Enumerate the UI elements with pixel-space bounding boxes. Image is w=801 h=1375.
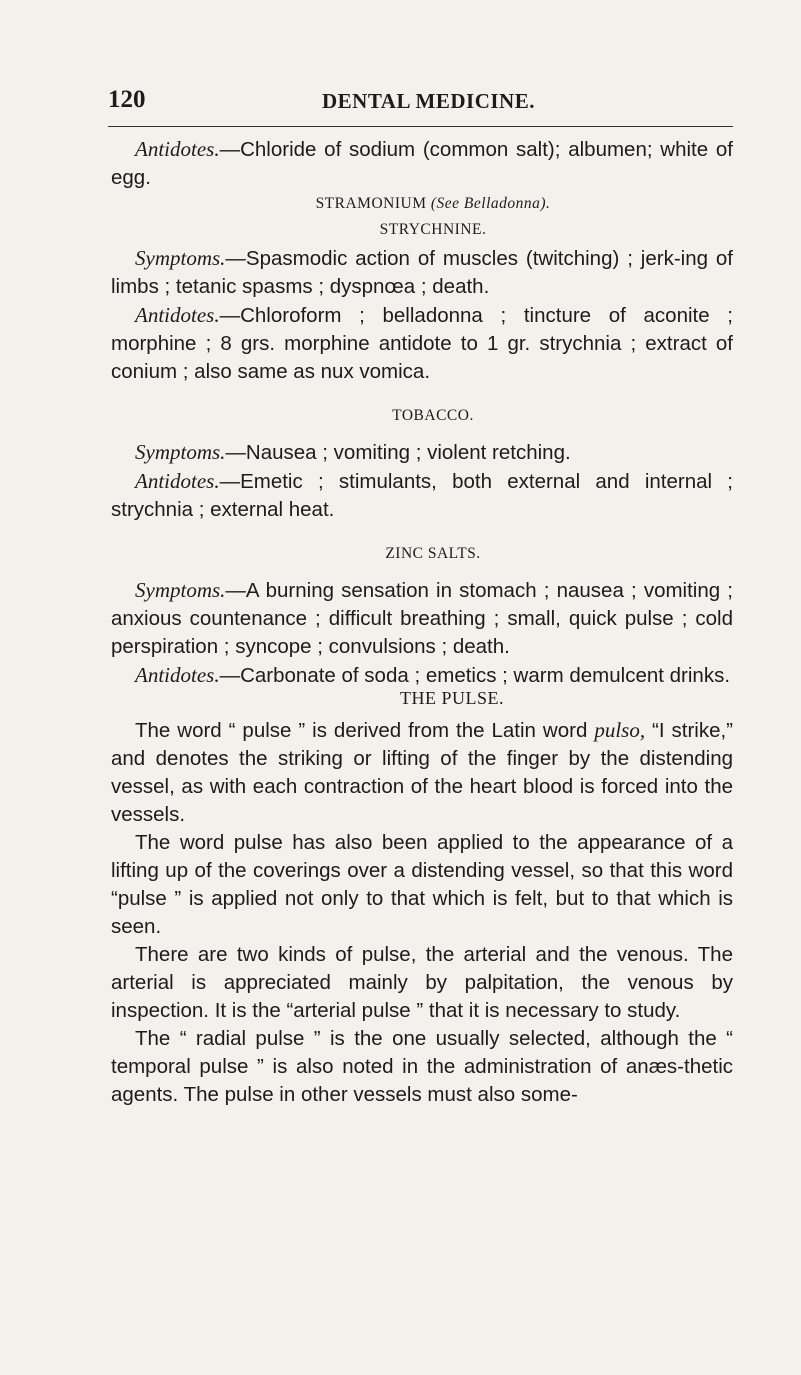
stramonium-heading	[111, 192, 733, 216]
antidotes-text: —Chloroform ; belladonna ; tincture of aconite ; morphine ; 8 grs. morphine antidote to 1 gr. strychnia ; extract of conium ; also same as nux vomica.	[111, 304, 733, 383]
pulse-heading: THE PULSE.	[400, 688, 504, 708]
stramonium-title: STRAMONIUM	[315, 195, 431, 212]
strychnine-heading: STRYCHNINE.	[379, 221, 487, 238]
albumen-antidotes	[111, 135, 733, 192]
page-number: 120	[108, 86, 146, 113]
symptoms-label: Symptoms.	[135, 246, 226, 270]
strychnine-antidotes	[111, 301, 733, 386]
pulse-paragraph-1	[111, 716, 733, 829]
page-body	[111, 135, 733, 1109]
antidotes-text: —Chloride of sodium (common salt); albumen; white of egg.	[111, 138, 733, 189]
symptoms-label: Symptoms.	[135, 440, 226, 464]
pulse-paragraph-3: There are two kinds of pulse, the arterial and the venous. The arterial is appreciated mainly by palpitation, the venous by inspection. It is the “arterial pulse ” that it is necessary to study.	[111, 943, 733, 1022]
tobacco-heading: TOBACCO.	[392, 407, 474, 424]
symptoms-text: —Nausea ; vomiting ; violent retching.	[225, 441, 571, 464]
zinc-salts-heading: ZINC SALTS.	[385, 545, 481, 562]
symptoms-text: —A burning sensation in stomach ; nausea ; vomiting ; anxious countenance ; difficult breathing ; small, quick pulse ; cold perspiration ; syncope ; convulsions ; death.	[111, 579, 733, 658]
strychnine-symptoms	[111, 244, 733, 301]
pulse-paragraph-2: The word pulse has also been applied to the appearance of a lifting up of the coverings over a distending vessel, so that this word “pulse ” is applied not only to that which is felt, but to that which is seen.	[111, 831, 733, 938]
antidotes-label: Antidotes.	[135, 137, 220, 161]
pulse-paragraph-4: The “ radial pulse ” is the one usually selected, although the “ temporal pulse ” is also noted in the administration of anæs-thetic agents. The pulse in other vessels must also some-	[111, 1027, 733, 1106]
latin-word: pulso,	[594, 718, 646, 742]
stramonium-note: (See Belladonna).	[430, 195, 551, 212]
antidotes-text: —Carbonate of soda ; emetics ; warm demulcent drinks.	[219, 664, 731, 687]
pulse-p1-before: The word “ pulse ” is derived from the Latin word	[135, 719, 595, 742]
zinc-salts-symptoms	[111, 576, 733, 661]
tobacco-antidotes	[111, 467, 733, 524]
antidotes-label: Antidotes.	[135, 303, 220, 327]
antidotes-text: —Emetic ; stimulants, both external and internal ; strychnia ; external heat.	[111, 470, 733, 521]
page-header	[108, 86, 733, 127]
symptoms-label: Symptoms.	[135, 578, 226, 602]
running-head: DENTAL MEDICINE.	[322, 89, 535, 113]
antidotes-label: Antidotes.	[135, 663, 220, 687]
symptoms-text: —Spasmodic action of muscles (twitching) ; jerk-ing of limbs ; tetanic spasms ; dyspnœa ; death.	[111, 247, 733, 298]
antidotes-label: Antidotes.	[135, 469, 220, 493]
tobacco-symptoms	[111, 438, 733, 467]
pulse-p1-after: “I strike,” and denotes the striking or lifting of the finger by the distending vessel, as with each contraction of the heart blood is forced into the vessels.	[111, 719, 734, 826]
